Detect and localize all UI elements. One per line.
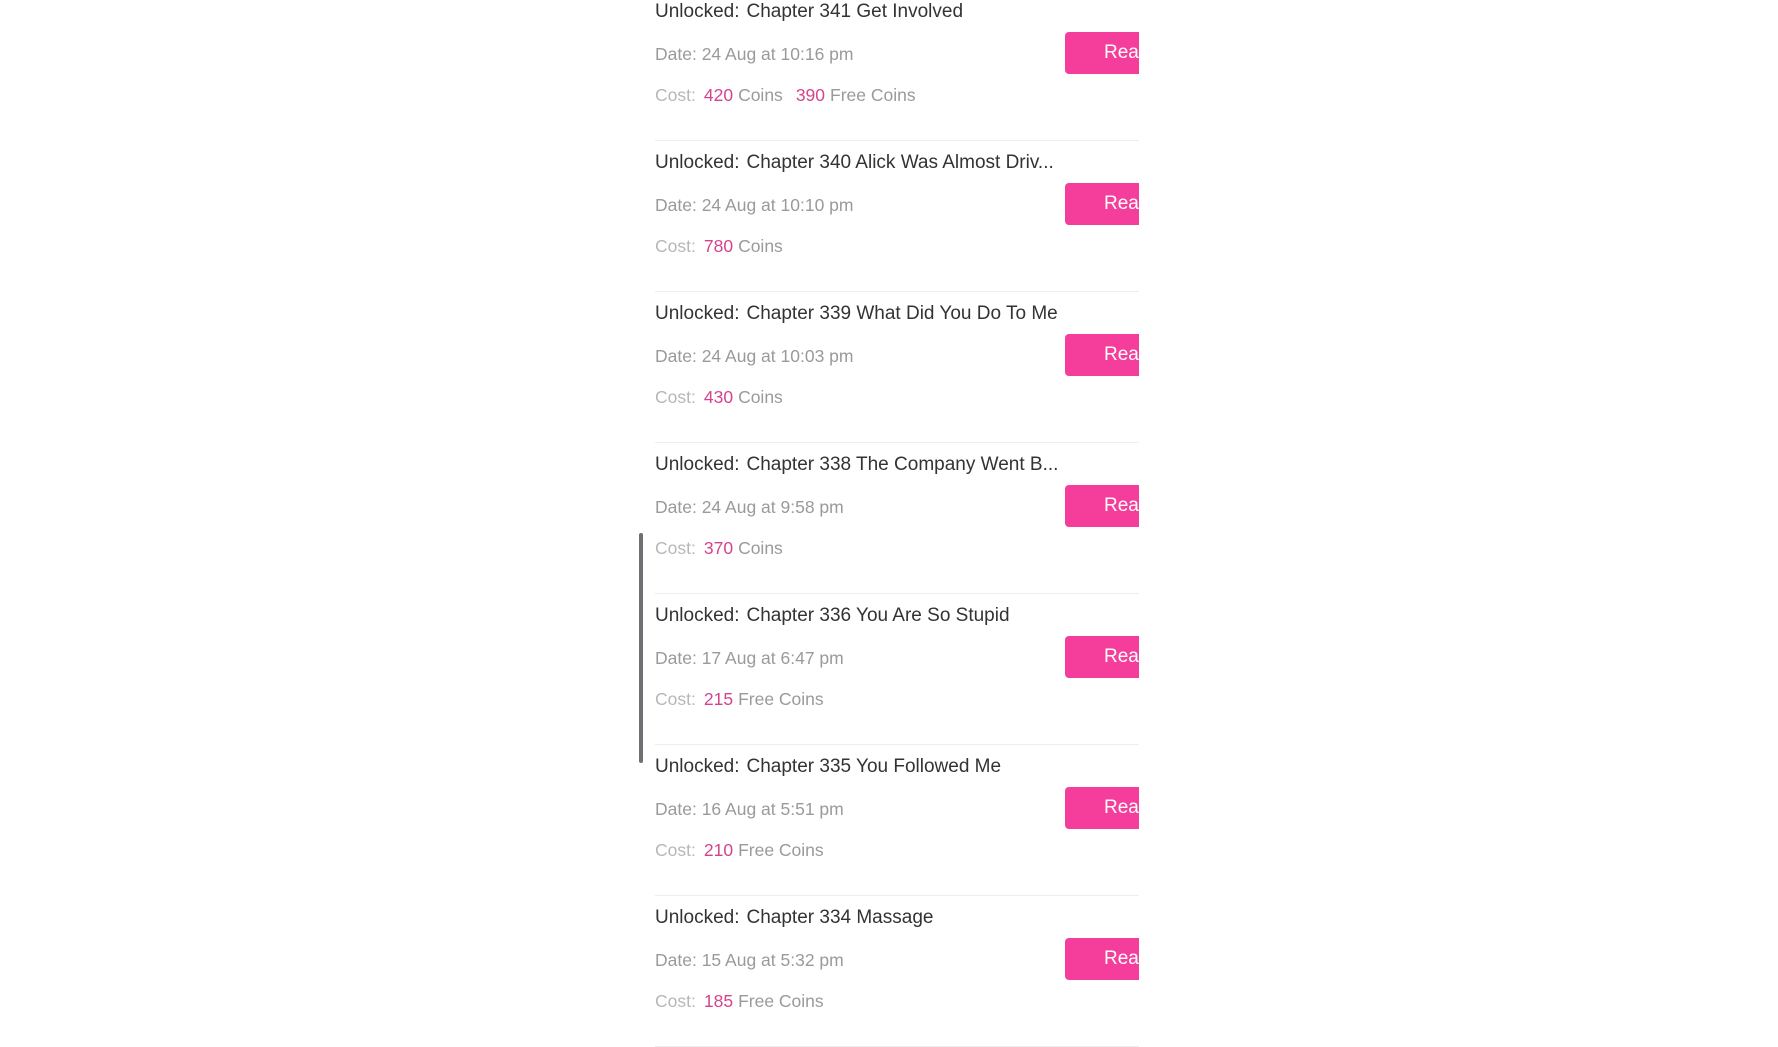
scrollbar[interactable] [639,533,643,763]
cost-line [655,537,796,559]
list-item [655,745,1150,896]
list-item [655,141,1150,292]
unlocked-label: Unlocked: [655,605,740,626]
cost-label: Cost: [655,85,696,105]
cost-entry [704,387,783,407]
cost-unit: Free Coins [738,689,824,709]
read-button[interactable]: Read [1065,485,1139,527]
unlocked-label: Unlocked: [655,756,740,777]
chapter-name: Chapter 334 Massage [746,907,934,928]
read-button[interactable]: Read [1065,787,1139,829]
cost-parts [704,689,837,709]
cost-amount: 215 [703,689,734,709]
chapter-name: Chapter 339 What Did You Do To Me [746,303,1058,324]
cost-unit: Free Coins [830,85,916,105]
cost-line [655,990,837,1012]
cost-amount: 780 [703,236,734,256]
cost-line [655,84,929,106]
read-button[interactable]: Read [1065,32,1139,74]
chapter-title [655,454,1085,476]
chapter-title [655,907,1085,929]
list-item [655,594,1150,745]
cost-parts [704,538,796,558]
chapter-title [655,152,1085,174]
cost-line [655,688,837,710]
cost-label: Cost: [655,689,696,709]
chapter-title [655,1,1085,23]
cost-label: Cost: [655,991,696,1011]
cost-amount: 210 [703,840,734,860]
read-button[interactable]: Read [1065,183,1139,225]
chapter-name: Chapter 341 Get Involved [746,1,964,22]
chapter-title [655,756,1085,778]
read-button[interactable]: Read [1065,334,1139,376]
cost-line [655,839,837,861]
list-item [655,443,1150,594]
unlock-date: Date: 16 Aug at 5:51 pm [655,799,844,819]
cost-parts [704,85,929,105]
unlocked-label: Unlocked: [655,152,740,173]
cost-unit: Coins [738,387,783,407]
cost-label: Cost: [655,236,696,256]
cost-unit: Free Coins [738,840,824,860]
unlock-date: Date: 17 Aug at 6:47 pm [655,648,844,668]
cost-label: Cost: [655,387,696,407]
list-item [655,0,1150,141]
list-item [655,292,1150,443]
unlocked-label: Unlocked: [655,303,740,324]
unlock-date: Date: 24 Aug at 10:10 pm [655,195,854,215]
read-button[interactable]: Read [1065,636,1139,678]
cost-entry [704,991,824,1011]
chapter-title [655,303,1085,325]
chapter-name: Chapter 340 Alick Was Almost Driv... [746,152,1054,173]
unlocked-label: Unlocked: [655,454,740,475]
unlock-date: Date: 24 Aug at 10:16 pm [655,44,854,64]
cost-entry [704,538,783,558]
unlock-date: Date: 24 Aug at 9:58 pm [655,497,844,517]
unlock-date: Date: 15 Aug at 5:32 pm [655,950,844,970]
cost-amount: 430 [703,387,734,407]
cost-unit: Coins [738,538,783,558]
unlock-history-list [655,0,1150,1011]
chapter-name: Chapter 336 You Are So Stupid [746,605,1010,626]
cost-unit: Coins [738,85,783,105]
cost-entry [704,689,824,709]
unlock-date: Date: 24 Aug at 10:03 pm [655,346,854,366]
unlocked-label: Unlocked: [655,1,740,22]
cost-amount: 420 [703,85,734,105]
cost-entry [704,236,783,256]
cost-parts [704,387,796,407]
cost-amount: 370 [703,538,734,558]
chapter-name: Chapter 335 You Followed Me [746,756,1002,777]
cost-amount: 185 [703,991,734,1011]
list-item [655,896,1150,1047]
chapter-title [655,605,1085,627]
cost-parts [704,991,837,1011]
cost-line [655,235,796,257]
cost-parts [704,236,796,256]
cost-label: Cost: [655,538,696,558]
unlocked-label: Unlocked: [655,907,740,928]
cost-entry [704,85,783,105]
chapter-name: Chapter 338 The Company Went B... [746,454,1059,475]
read-button[interactable]: Read [1065,938,1139,980]
cost-line [655,386,796,408]
cost-unit: Free Coins [738,991,824,1011]
cost-label: Cost: [655,840,696,860]
cost-entry [796,85,916,105]
cost-entry [704,840,824,860]
cost-unit: Coins [738,236,783,256]
cost-parts [704,840,837,860]
cost-amount: 390 [795,85,826,105]
